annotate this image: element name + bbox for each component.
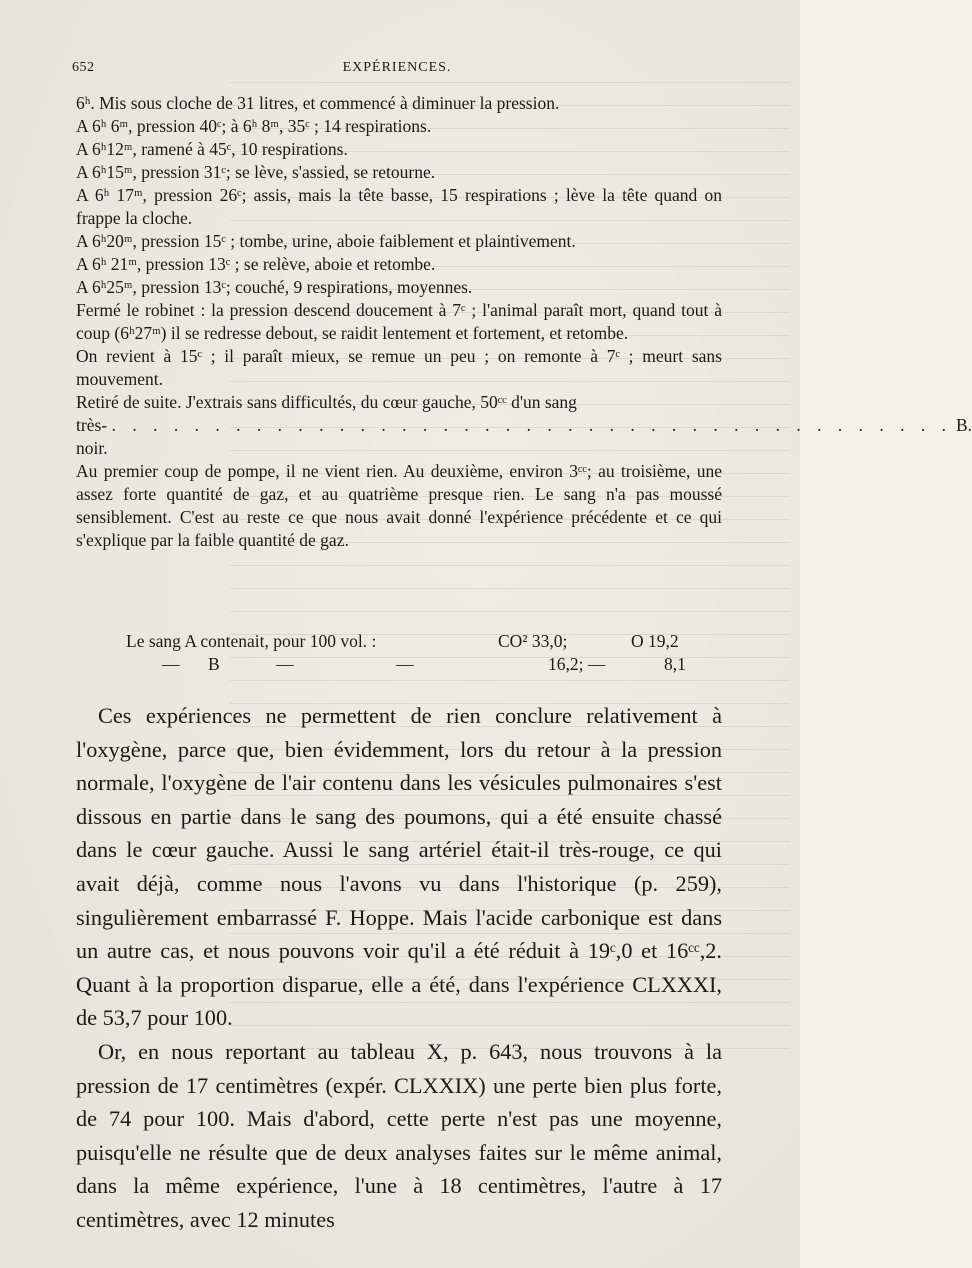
- results-row-b: [76, 653, 722, 676]
- log-entry: Au premier coup de pompe, il ne vient rien. Au deuxième, environ 3ᶜᶜ; au troisième, une assez forte quantité de gaz, et au quatrième presque rien. Le sang n'a pas moussé sensiblement. C'est au reste ce que nous avait donné l'expérience précédente et ce qui s'explique par la faible quantité de gaz.: [76, 461, 722, 550]
- results-row-a: [76, 630, 722, 653]
- discussion-text: [76, 699, 722, 1237]
- page-header: [72, 60, 722, 84]
- log-entry: A 6ʰ15ᵐ, pression 31ᶜ; se lève, s'assied, se retourne.: [76, 162, 436, 182]
- page-number: 652: [72, 60, 95, 75]
- results-o-b: 8,1: [664, 654, 686, 674]
- log-entry: A 6ʰ 6ᵐ, pression 40ᶜ; à 6ʰ 8ᵐ, 35ᶜ ; 14 respirations.: [76, 116, 432, 136]
- results-sample-b: B: [208, 654, 220, 674]
- paragraph: Or, en nous reportant au tableau X, p. 643, nous trouvons à la pression de 17 centimètres (expér. CLXXIX) une perte bien plus forte, de 74 pour 100. Mais d'abord, cette perte n'est pas une moyenne, puisqu'elle ne résulte que de deux analyses faites sur le même animal, dans la même expérience, l'une à 18 centimètres, l'autre à 17 centimètres, avec 12 minutes: [76, 1038, 722, 1232]
- log-entry: A 6ʰ20ᵐ, pression 15ᶜ ; tombe, urine, aboie faiblement et plaintivement.: [76, 231, 576, 251]
- gas-results: [76, 630, 722, 676]
- log-entry: 6ʰ. Mis sous cloche de 31 litres, et commencé à diminuer la pression.: [76, 93, 560, 113]
- results-label: Le sang A contenait, pour 100 vol. :: [126, 631, 377, 651]
- results-dash: —: [396, 654, 414, 674]
- leader-right: B.: [955, 415, 972, 435]
- results-dash: —: [276, 654, 294, 674]
- experiment-log: [76, 92, 972, 552]
- leader-left: très-noir.: [76, 415, 108, 458]
- paragraph: Ces expériences ne permettent de rien conclure relativement à l'oxygène, parce que, bien évidemment, lors du retour à la pression normale, l'oxygène de l'air contenu dans les vésicules pulmonaires s'est dissous en partie dans le sang des poumons, qui a été ensuite chassé dans le cœur gauche. Aussi le sang artériel était-il très-rouge, ce qui avait déjà, comme nous l'avons vu dans l'historique (p. 259), singulièrement embarrassé F. Hoppe. Mais l'acide carbonique est dans un autre cas, et nous pouvons voir qu'il a été réduit à 19ᶜ,0 et 16ᶜᶜ,2. Quant à la proportion disparue, elle a été, dans l'expérience CLXXXI, de 53,7 pour 100.: [76, 703, 722, 1031]
- log-entry: Retiré de suite. J'extrais sans difficultés, du cœur gauche, 50ᶜᶜ d'un sang: [76, 392, 577, 412]
- dotted-leader-line: [76, 414, 972, 460]
- log-entry: A 6ʰ12ᵐ, ramené à 45ᶜ, 10 respirations.: [76, 139, 348, 159]
- log-entry: A 6ʰ 21ᵐ, pression 13ᶜ ; se relève, aboie et retombe.: [76, 254, 436, 274]
- log-entry: A 6ʰ25ᵐ, pression 13ᶜ; couché, 9 respirations, moyennes.: [76, 277, 473, 297]
- results-o-a: O 19,2: [631, 631, 679, 651]
- results-co2-a: CO² 33,0;: [498, 631, 568, 651]
- leader-dots: . . . . . . . . . . . . . . . . . . . . . . . . . . . . . . . . . . . . . . . . .: [111, 415, 952, 435]
- log-entry: Fermé le robinet : la pression descend doucement à 7ᶜ ; l'animal paraît mort, quand tout à coup (6ʰ27ᵐ) il se redresse debout, se raidit lentement et fortement, et retombe.: [76, 300, 722, 343]
- log-entry: A 6ʰ 17ᵐ, pression 26ᶜ; assis, mais la tête basse, 15 respirations ; lève la tête quand on frappe la cloche.: [76, 185, 722, 228]
- running-title: EXPÉRIENCES.: [342, 60, 452, 75]
- log-entry: On revient à 15ᶜ ; il paraît mieux, se remue un peu ; on remonte à 7ᶜ ; meurt sans mouvement.: [76, 346, 722, 389]
- results-dash: —: [162, 654, 180, 674]
- results-co2-b: 16,2; —: [548, 654, 606, 674]
